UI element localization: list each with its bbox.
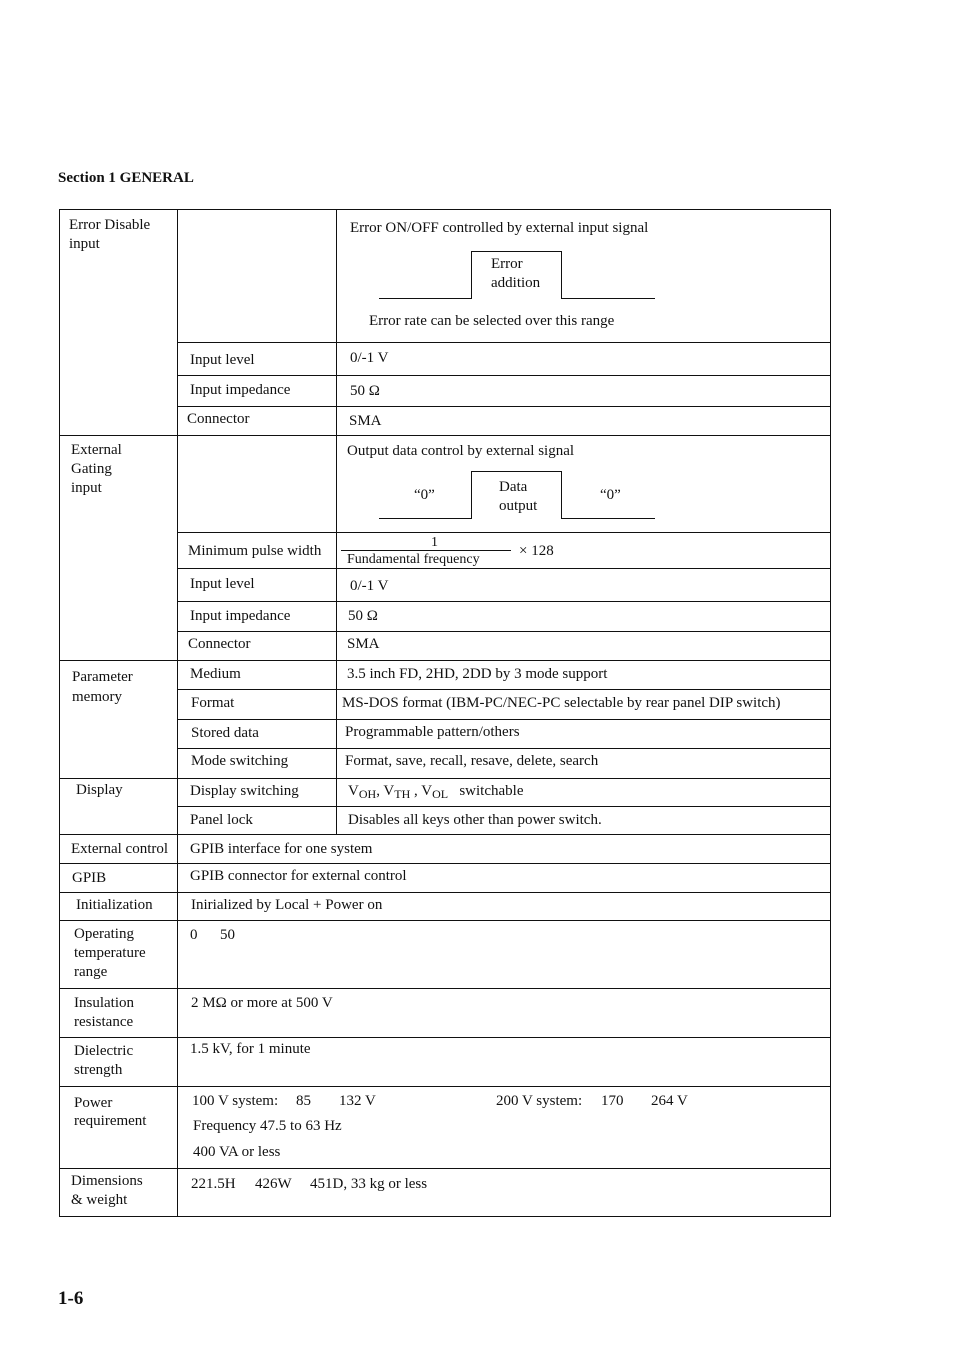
gating-connector-label: Connector — [188, 636, 251, 652]
power-label-2: requirement — [74, 1113, 147, 1129]
gating-description: Output data control by external signal — [347, 443, 575, 459]
gating-connector-value: SMA — [347, 636, 380, 652]
dimensions-label-1: Dimensions — [71, 1173, 143, 1189]
error-input-impedance-value: 50 Ω — [350, 383, 380, 399]
min-pulse-width-label: Minimum pulse width — [188, 543, 322, 559]
power-label-1: Power — [74, 1095, 113, 1111]
memory-row-label: Stored data — [191, 725, 259, 741]
display-label: Display — [76, 782, 123, 798]
display-switching-label: Display switching — [190, 783, 299, 799]
display-switching-value: $V_{OH}$, $V_{TH}$ , $V_{OL}$ switchable — [348, 783, 524, 801]
dielectric-label-2: strength — [74, 1062, 123, 1078]
dielectric-label-1: Dielectric — [74, 1043, 134, 1059]
gating-label-1: External — [71, 442, 122, 458]
op-temp-label-3: range — [74, 964, 108, 980]
error-input-impedance-label: Input impedance — [190, 382, 291, 398]
dimensions-height: 221.5H — [191, 1176, 236, 1192]
error-disable-label-2: input — [69, 236, 100, 252]
dimensions-label-2: & weight — [71, 1192, 128, 1208]
pulse-label-output: output — [499, 498, 538, 514]
error-disable-description: Error ON/OFF controlled by external input signal — [350, 220, 649, 236]
gating-label-3: input — [71, 480, 102, 496]
panel-lock-label: Panel lock — [190, 812, 253, 828]
power-200v-high: 264 V — [651, 1093, 688, 1109]
initialization-value: Inirialized by Local + Power on — [191, 897, 383, 913]
memory-row-label: Medium — [190, 666, 241, 682]
error-connector-label: Connector — [187, 411, 250, 427]
dimensions-depth-weight: 451D, 33 kg or less — [310, 1176, 428, 1192]
op-temp-label-2: temperature — [74, 945, 146, 961]
external-control-label: External control — [71, 841, 169, 857]
error-connector-value: SMA — [349, 413, 382, 429]
memory-row-value: Format, save, recall, resave, delete, search — [345, 753, 599, 769]
gating-input-level-value: 0/-1 V — [350, 578, 389, 594]
gpib-label: GPIB — [72, 870, 107, 886]
parameter-memory-label-1: Parameter — [72, 669, 133, 685]
power-frequency: Frequency 47.5 to 63 Hz — [193, 1118, 342, 1134]
power-200v-label: 200 V system: — [496, 1093, 583, 1109]
power-100v-low: 85 — [296, 1093, 311, 1109]
op-temp-low: 0 — [190, 927, 198, 943]
dielectric-value: 1.5 kV, for 1 minute — [190, 1041, 311, 1057]
dimensions-width: 426W — [255, 1176, 292, 1192]
gpib-value: GPIB connector for external control — [190, 868, 407, 884]
fraction-multiplier: × 128 — [519, 543, 554, 559]
power-100v-high: 132 V — [339, 1093, 376, 1109]
insulation-label-1: Insulation — [74, 995, 134, 1011]
panel-lock-value: Disables all keys other than power switch. — [348, 812, 602, 828]
error-rate-note: Error rate can be selected over this range — [369, 313, 615, 329]
power-va: 400 VA or less — [193, 1144, 281, 1160]
memory-row-label: Mode switching — [191, 753, 289, 769]
fraction-denominator: Fundamental frequency — [347, 552, 480, 567]
gating-label-2: Gating — [71, 461, 112, 477]
page-number: 1-6 — [58, 1288, 84, 1309]
gating-level-left: “0” — [414, 487, 435, 503]
power-200v-low: 170 — [601, 1093, 624, 1109]
error-input-level-label: Input level — [190, 352, 255, 368]
pulse-label-addition: addition — [491, 275, 541, 291]
error-disable-label: Error Disable — [69, 217, 151, 233]
insulation-label-2: resistance — [74, 1014, 134, 1030]
gating-input-level-label: Input level — [190, 576, 255, 592]
memory-row-label: Format — [191, 695, 235, 711]
memory-row-value: Programmable pattern/others — [345, 724, 520, 740]
op-temp-label-1: Operating — [74, 926, 134, 942]
error-input-level-value: 0/-1 V — [350, 350, 389, 366]
gating-input-impedance-value: 50 Ω — [348, 608, 378, 624]
pulse-label-error: Error — [491, 256, 523, 272]
section-header: Section 1 GENERAL — [58, 170, 194, 186]
gating-level-right: “0” — [600, 487, 621, 503]
external-control-value: GPIB interface for one system — [190, 841, 373, 857]
memory-row-value: MS-DOS format (IBM-PC/NEC-PC selectable by rear panel DIP switch) — [342, 695, 781, 711]
parameter-memory-label-2: memory — [72, 689, 122, 705]
pulse-label-data: Data — [499, 479, 528, 495]
op-temp-high: 50 — [220, 927, 235, 943]
initialization-label: Initialization — [76, 897, 153, 913]
memory-row-value: 3.5 inch FD, 2HD, 2DD by 3 mode support — [347, 666, 608, 682]
fraction-numerator: 1 — [431, 535, 438, 550]
gating-input-impedance-label: Input impedance — [190, 608, 291, 624]
insulation-value: 2 MΩ or more at 500 V — [191, 995, 333, 1011]
power-100v-label: 100 V system: — [192, 1093, 279, 1109]
